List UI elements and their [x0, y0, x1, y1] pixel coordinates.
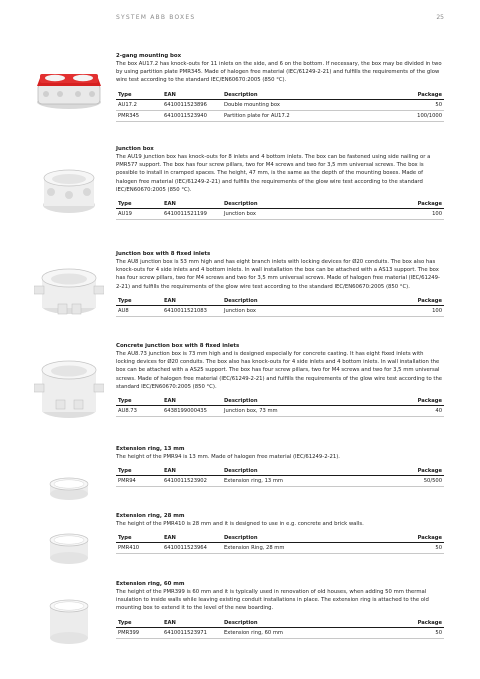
- cell-description: Extension ring, 60 mm: [222, 627, 400, 638]
- extension-ring-60-image: [46, 596, 92, 646]
- table-row: [116, 110, 444, 121]
- cell-package: 50: [400, 99, 444, 110]
- column-header-package: Package: [400, 534, 444, 543]
- cell-type: AU8: [116, 305, 162, 316]
- section-title: 2-gang mounting box: [116, 53, 182, 59]
- table-row: [116, 627, 444, 638]
- product-table: [116, 200, 444, 220]
- table-row: [116, 406, 444, 417]
- cell-type: AU17.2: [116, 99, 162, 110]
- cell-type: AU19: [116, 209, 162, 220]
- section-title: Extension ring, 28 mm: [116, 513, 185, 519]
- table-header-row: [116, 297, 444, 306]
- cell-description: Junction box: [222, 209, 400, 220]
- column-header-type: Type: [116, 467, 162, 476]
- table-row: [116, 543, 444, 554]
- column-header-description: Description: [222, 467, 400, 476]
- table-header-row: [116, 200, 444, 209]
- column-header-type: Type: [116, 397, 162, 406]
- column-header-ean: EAN: [162, 467, 222, 476]
- product-table: [116, 397, 444, 417]
- product-section: [116, 52, 444, 122]
- cell-description: Junction box, 73 mm: [222, 406, 400, 417]
- column-header-description: Description: [222, 534, 400, 543]
- product-table: [116, 91, 444, 122]
- cell-package: 50: [400, 543, 444, 554]
- table-row: [116, 305, 444, 316]
- product-table: [116, 534, 444, 554]
- cell-description: Extension ring, 13 mm: [222, 476, 400, 487]
- extension-ring-28-image: [46, 530, 92, 568]
- table-header-row: [116, 91, 444, 100]
- table-row: [116, 476, 444, 487]
- cell-description: Double mounting box: [222, 99, 400, 110]
- table-header-row: [116, 619, 444, 628]
- junction-box-8-inlets-image: [34, 256, 104, 318]
- section-description: The height of the PMR399 is 60 mm and it is typically used in renovation of old houses, when adding 50 mm thermal insulation to inside walls while leaving existing conduit installations in place. The extension ring is attached to the old mounting box to extend it to the level of the new boarding.: [116, 589, 429, 612]
- header-title: SYSTEM ABB BOXES: [116, 14, 196, 21]
- section-description: The height of the PMR410 is 28 mm and it is designed to use in e.g. concrete and brick walls.: [116, 521, 364, 527]
- double-mounting-box-image: [34, 66, 104, 112]
- cell-package: 100: [400, 209, 444, 220]
- cell-package: 50/500: [400, 476, 444, 487]
- section-description: The AU19 junction box has knock-outs for 8 inlets and 4 bottom inlets. The box can be fastened using side nailing or a PMR577 support. The box has four screw pillars, two for M4 screws and two for 3,5 mm universal screws. The box is possible to install in cramped spaces. The height, 47 mm, is the same as the depth of the mounting boxes. Made of halogen free material (IEC/61249-2-21) and fulfills the requirements of the glow wire test according to the standard IEC/EN60670:2005 (850 °C).: [116, 154, 431, 193]
- column-header-ean: EAN: [162, 200, 222, 209]
- cell-type: AU8.73: [116, 406, 162, 417]
- column-header-type: Type: [116, 534, 162, 543]
- section-title: Junction box with 8 fixed inlets: [116, 251, 211, 257]
- cell-package: 50: [400, 627, 444, 638]
- product-section: [116, 445, 444, 487]
- product-table: [116, 467, 444, 487]
- page-number: 25: [436, 14, 444, 21]
- section-title: Extension ring, 60 mm: [116, 581, 185, 587]
- column-header-description: Description: [222, 619, 400, 628]
- column-header-ean: EAN: [162, 91, 222, 100]
- column-header-package: Package: [400, 397, 444, 406]
- product-table: [116, 619, 444, 639]
- cell-type: PMR94: [116, 476, 162, 487]
- table-header-row: [116, 534, 444, 543]
- cell-type: PMR399: [116, 627, 162, 638]
- column-header-description: Description: [222, 297, 400, 306]
- column-header-type: Type: [116, 619, 162, 628]
- cell-package: 100/1000: [400, 110, 444, 121]
- column-header-description: Description: [222, 397, 400, 406]
- cell-type: PMR410: [116, 543, 162, 554]
- column-header-package: Package: [400, 619, 444, 628]
- cell-ean: 6410011523902: [162, 476, 222, 487]
- cell-description: Junction box: [222, 305, 400, 316]
- column-header-description: Description: [222, 91, 400, 100]
- product-section: [116, 250, 444, 317]
- section-title: Extension ring, 13 mm: [116, 446, 185, 452]
- section-description: The AU8.73 junction box is 73 mm high and is designed especially for concrete casting. It has eight fixed inlets with locking devices for Ø20 conduits. The box also has knock-outs for 4 side inlets and 4 bottom inlets. In wall installation the box can be attached with a AS25 support. The box has four screw pillars, two for M4 screws and two for 3,5 mm universal screws. Made of halogen free material (IEC/61249-2-21) and fulfills the requirements of the glow wire test according to the standard IEC/EN60670:2005 (850 °C).: [116, 351, 443, 390]
- column-header-ean: EAN: [162, 397, 222, 406]
- cell-ean: 6410011523940: [162, 110, 222, 121]
- column-header-type: Type: [116, 91, 162, 100]
- table-header-row: [116, 467, 444, 476]
- product-section: [116, 580, 444, 639]
- column-header-package: Package: [400, 200, 444, 209]
- section-title: Concrete junction box with 8 fixed inlets: [116, 343, 240, 349]
- cell-ean: 6410011523964: [162, 543, 222, 554]
- column-header-description: Description: [222, 200, 400, 209]
- column-header-ean: EAN: [162, 619, 222, 628]
- table-row: [116, 99, 444, 110]
- section-description: The box AU17.2 has knock-outs for 11 inlets on the side, and 6 on the bottom. If necessary, the box may be divided in two by using partition plate PMR345. Made of halogen free material (IEC/61249-2-21) and fulfills the requirements of the glow wire test according to the standard IEC/EN60670:2005 (850 °C).: [116, 61, 442, 84]
- column-header-package: Package: [400, 297, 444, 306]
- cell-package: 100: [400, 305, 444, 316]
- section-description: The AU8 junction box is 53 mm high and has eight branch inlets with locking devices for Ø20 conduits. The box also has knock-outs for 4 side inlets and 4 bottom inlets. In wall installation the box can be attached with a AS13 support. The box has four screw pillars, two for M4 screws and two for 3,5 mm universal screws. Made of halogen free material (IEC/61249-2-21) and fulfills the requirements of the glow wire test according to the standard IEC/EN60670:2005 (850 °C).: [116, 259, 440, 290]
- concrete-junction-box-image: [34, 350, 104, 422]
- cell-ean: 6410011523896: [162, 99, 222, 110]
- product-section: [116, 145, 444, 220]
- column-header-ean: EAN: [162, 534, 222, 543]
- product-section: [116, 512, 444, 554]
- cell-package: 40: [400, 406, 444, 417]
- column-header-ean: EAN: [162, 297, 222, 306]
- column-header-package: Package: [400, 91, 444, 100]
- cell-ean: 6410011521199: [162, 209, 222, 220]
- cell-description: Extension Ring, 28 mm: [222, 543, 400, 554]
- column-header-type: Type: [116, 297, 162, 306]
- product-section: [116, 342, 444, 417]
- section-title: Junction box: [116, 146, 154, 152]
- cell-type: PMR345: [116, 110, 162, 121]
- column-header-type: Type: [116, 200, 162, 209]
- cell-ean: 6410011523971: [162, 627, 222, 638]
- page-header: [116, 14, 444, 24]
- junction-box-image: [40, 160, 98, 216]
- extension-ring-13-image: [46, 474, 92, 504]
- cell-ean: 6410011521083: [162, 305, 222, 316]
- cell-description: Partition plate for AU17.2: [222, 110, 400, 121]
- section-description: The height of the PMR94 is 13 mm. Made of halogen free material (IEC/61249-2-21).: [116, 454, 340, 460]
- table-header-row: [116, 397, 444, 406]
- table-row: [116, 209, 444, 220]
- product-table: [116, 297, 444, 317]
- column-header-package: Package: [400, 467, 444, 476]
- cell-ean: 6438199000435: [162, 406, 222, 417]
